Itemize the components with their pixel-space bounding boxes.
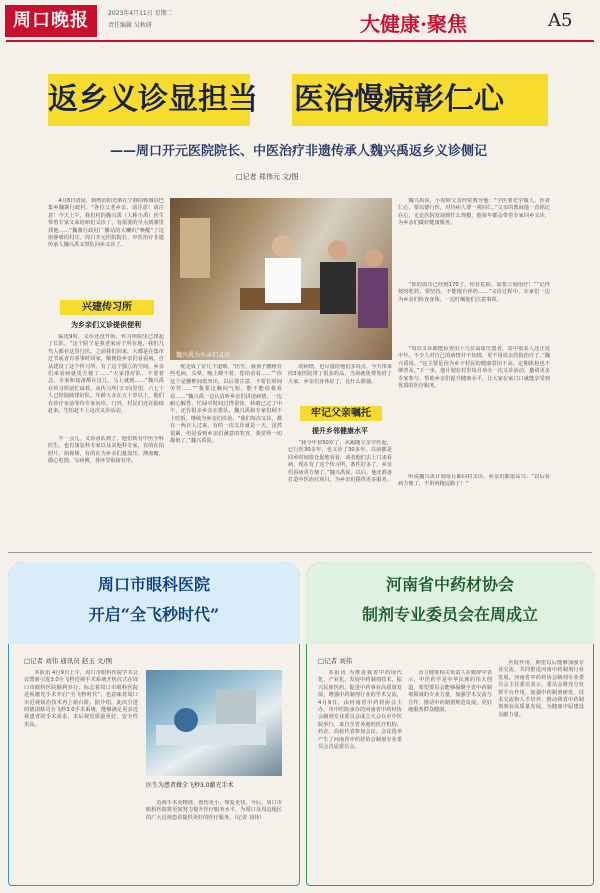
article-byline: □记者 郑伟元 文/图 [236,173,299,181]
tcm-association-byline: □记者 刘伟 [318,657,353,665]
eye-hospital-byline: □记者 刘伟 通讯员 赵玉 文/图 [24,657,113,665]
eye-hospital-photo-caption: 医生为患者做全飞秒3.0激光手术 [146,782,234,789]
section-divider [8,552,592,553]
tcm-association-body-3: 医院作用，期望以后能够加强专业交流，共同推进河南中药制剂行业发展。河南省中药材协会制剂专业委员会主任委员表示，委员会将充分发挥平台作用，加强中药制剂研发、技术交流和人才培养，推动我省中药制剂事业高质量发展，为健康中原建设贡献力量。 [498,660,584,718]
masthead [0,0,600,42]
col4-body-2: “每次义诊都能检查出十几位高血压患者，其中很多人还正处中年。不少人对自己的病情并不知情，更不用说去医院治疗了。”魏兴禹说，“这主要是因为乡下村民的健康意识不高，定期体检也不够普及。”下一步，他计划在村里每月举办一次义诊活动，邀请更多专家参与，帮助乡亲们提升健康水平，让大家在家门口就能享受到优质的医疗服务。 [398,346,550,390]
eye-hospital-headline-b: 开启“全飞秒时代” [88,605,220,624]
article-subtitle: ——周口开元医院院长、中医治疗非遗传承人魏兴禹返乡义诊侧记 [110,144,488,159]
eye-hospital-photo [146,670,282,776]
issue-date: 2023年4月11日 星期二 [108,10,173,17]
eye-hospital-headline-a: 周口市眼科医院 [97,575,210,594]
page-number: A5 [548,10,573,31]
tcm-association-body-2: 市卫健委相关负责人在致辞中表示，中医药学是中华民族的伟大创造，希望委员会能够凝聚全省中药制剂领域的专业力量，加强学术交流与合作，推动中药制剂规范发展，更好地服务群众健康。 [408,670,492,714]
section-heading-2: 牢记父亲嘱托 [300,406,382,421]
eye-hospital-body: 本报讯 4月9日上午，周口市眼科医院学术会议暨新引进3.0全飞秒近视手术系统开机仪式在周口市眼科医院顺利举行，标志着周口市眼科医院近视激光手术开启“全飞秒时代”，也意味着周口市近视矫治技术再上新台阶。据介绍，此次引进的德国蔡司全飞秒3.0手术系统，能够满足更多近视患者的手术需求，术后视觉质量更好，安全性更高。 [24,670,138,728]
col4-quote: “你的血压已经到170了，你有危险，需要立刻治疗！”“记得按时吃药，要坚持，不能擅自停药……”义诊过程中，专家们一边为乡亲们检查身体，一边叮嘱他们注意事项。 [398,282,550,303]
col1-body-2: 不一会儿，义诊团队到了，他们既有中医全科医生，也有康复科专家以及其他科专家，有的在拍照片、拍视频，有的在为乡亲们量血压、测血糖、做心电图、写病例，各环节衔接有序。 [48,436,164,465]
article-photo-clinic [170,198,392,360]
section-title: 大健康·聚焦 [360,12,467,36]
tcm-association-body-1: 本报讯 为推进我省中药现代化、产业化，发展中药制剂技术，振兴民族医药，促进中药事业高质量发展，增强中药制剂行业的学术交流，4月9日，由河南省中药材协会主办、市中医院承办的河南省中药材协会制剂专业委员会成立大会在市中医院举行，来自全省各地的医疗机构、药企、高校代表参加会议。会议选举产生了河南省中药材协会制剂专业委员会首届委员会。 [318,670,402,751]
photo-caption-1: 魏兴禹为乡亲们义诊 [176,352,231,359]
tcm-association-headline-b: 制剂专业委员会在周成立 [361,605,538,624]
tcm-association-headline-a: 河南省中药材协会 [385,575,514,594]
col1-body: 临近9时，义诊还没开始，传习所院里已排起了长队。“这个院子是我老家房子所在地，我们几代人都在这里行医。之前我们回来，大都是在集市过节或者有喜事时回家，顺便给乡亲们看看病。自从建设了这个传习所，有了这个独立的空间，乡亲们来看病就更方便了……”大家排好队，不要着急，专家和设备都在这儿，马上就到……”魏兴禹在传习所前忙碌着。从传习所门口向里望，六七十人已经陆续排好队，年龄大多在五十岁以上，他们在诊疗室前等待专家问诊。门外，村民们还在陆续赶来，生怕赶不上这次义诊活动。 [48,334,164,415]
section-heading-1: 兴建传习所 [60,300,154,315]
section-subheading-2: 提升乡邻健康水平 [312,427,368,435]
col3-body-2: “我今年快50岁了，从跟随父亲学医起，已行医30多年，也义诊了30多年。以前都是回乡时间很仓促地看看，或者他们去上门来看病，现在有了这个传习所，条件好多了，乡亲们看病更方便了。”魏兴禹说。以后，他还准备打造中医治疗项目，为乡亲们提供更多服务。 [288,440,392,484]
masthead-rule [6,40,594,42]
article-lead: 4月8日清晨，和煦的阳光洒在宁静的郸城县巴集乡魏寨行政村，“各位父老乡亲，请注意！请注意！今天上午，我们村的魏兴禹（人称小禹）医生带着专家又来给咱们义诊了，有需要的早点到寨里找他……”魏寨行政村广播站的大喇叭“唤醒”了这座静谧的村庄。周口开元医院院长、中医治疗非遗传承人魏兴禹又带队回乡义诊了。 [48,198,164,249]
headline-part-a: 返乡义诊显担当 [48,82,258,117]
eye-hospital-body-2: 近视手术更精准，创伤更小，恢复更快。今后，周口市眼科医院将更加努力提升医疗服务水平，为周口及周边地区的广大近视患者提供更好的医疗服务。（记者 刘伟） [146,800,282,821]
col4-body-3: 听说魏兴禹计划每月都回村义诊，乡亲们都很高兴：“以后看病方便了，不用再跑远路了！” [398,474,550,488]
col3-body: 的病情，也尽量给他们多说点，今天带来的3家医院带了很多药品，当场就免费发给了大家。乡亲们身体好了，比什么都强。 [288,364,392,385]
section-subheading-1: 为乡亲们义诊提供便利 [71,321,141,329]
col4-body: 魏兴禹说，小时候父亲经常教导他：“学医要先学做人，医者仁心，要以德行医，对待病人要一视同仁。”父亲的教诲他一直铭记在心，无论医院发展到什么规模，他每年都会带着专家回乡义诊，为乡亲们做好健康服务。 [398,198,550,227]
editor-credit: 责任编辑 吴秋研 [108,22,152,29]
headline-part-b: 医治慢病彰仁心 [294,82,504,117]
newspaper-logo: 周口晚报 [5,5,97,37]
col2-body: 舵走成了好几个道寨。“医生，我孩子腰椎有些毛病，头晕，晚上睡不着，您给看看……”“你这个是腰椎间盘突出，以后要注意，不要长时间劳作……”“我要这胸闷气短，能不能给我看看……”魏兴禹一边认真听乡亲们讲述病情，一边耐心解答。忙碌中时间过得很快，转眼已过了中午，还有很多乡亲在排队，魏兴禹和专家们顾不上吃饭，继续为乡亲们诊治。“我们每次义诊，都有一两百人过来，有的一次义诊就是一天。虽然很累，但是看到乡亲们满意的笑容，我觉得一切都值了。”魏兴禹说。 [170,364,282,445]
